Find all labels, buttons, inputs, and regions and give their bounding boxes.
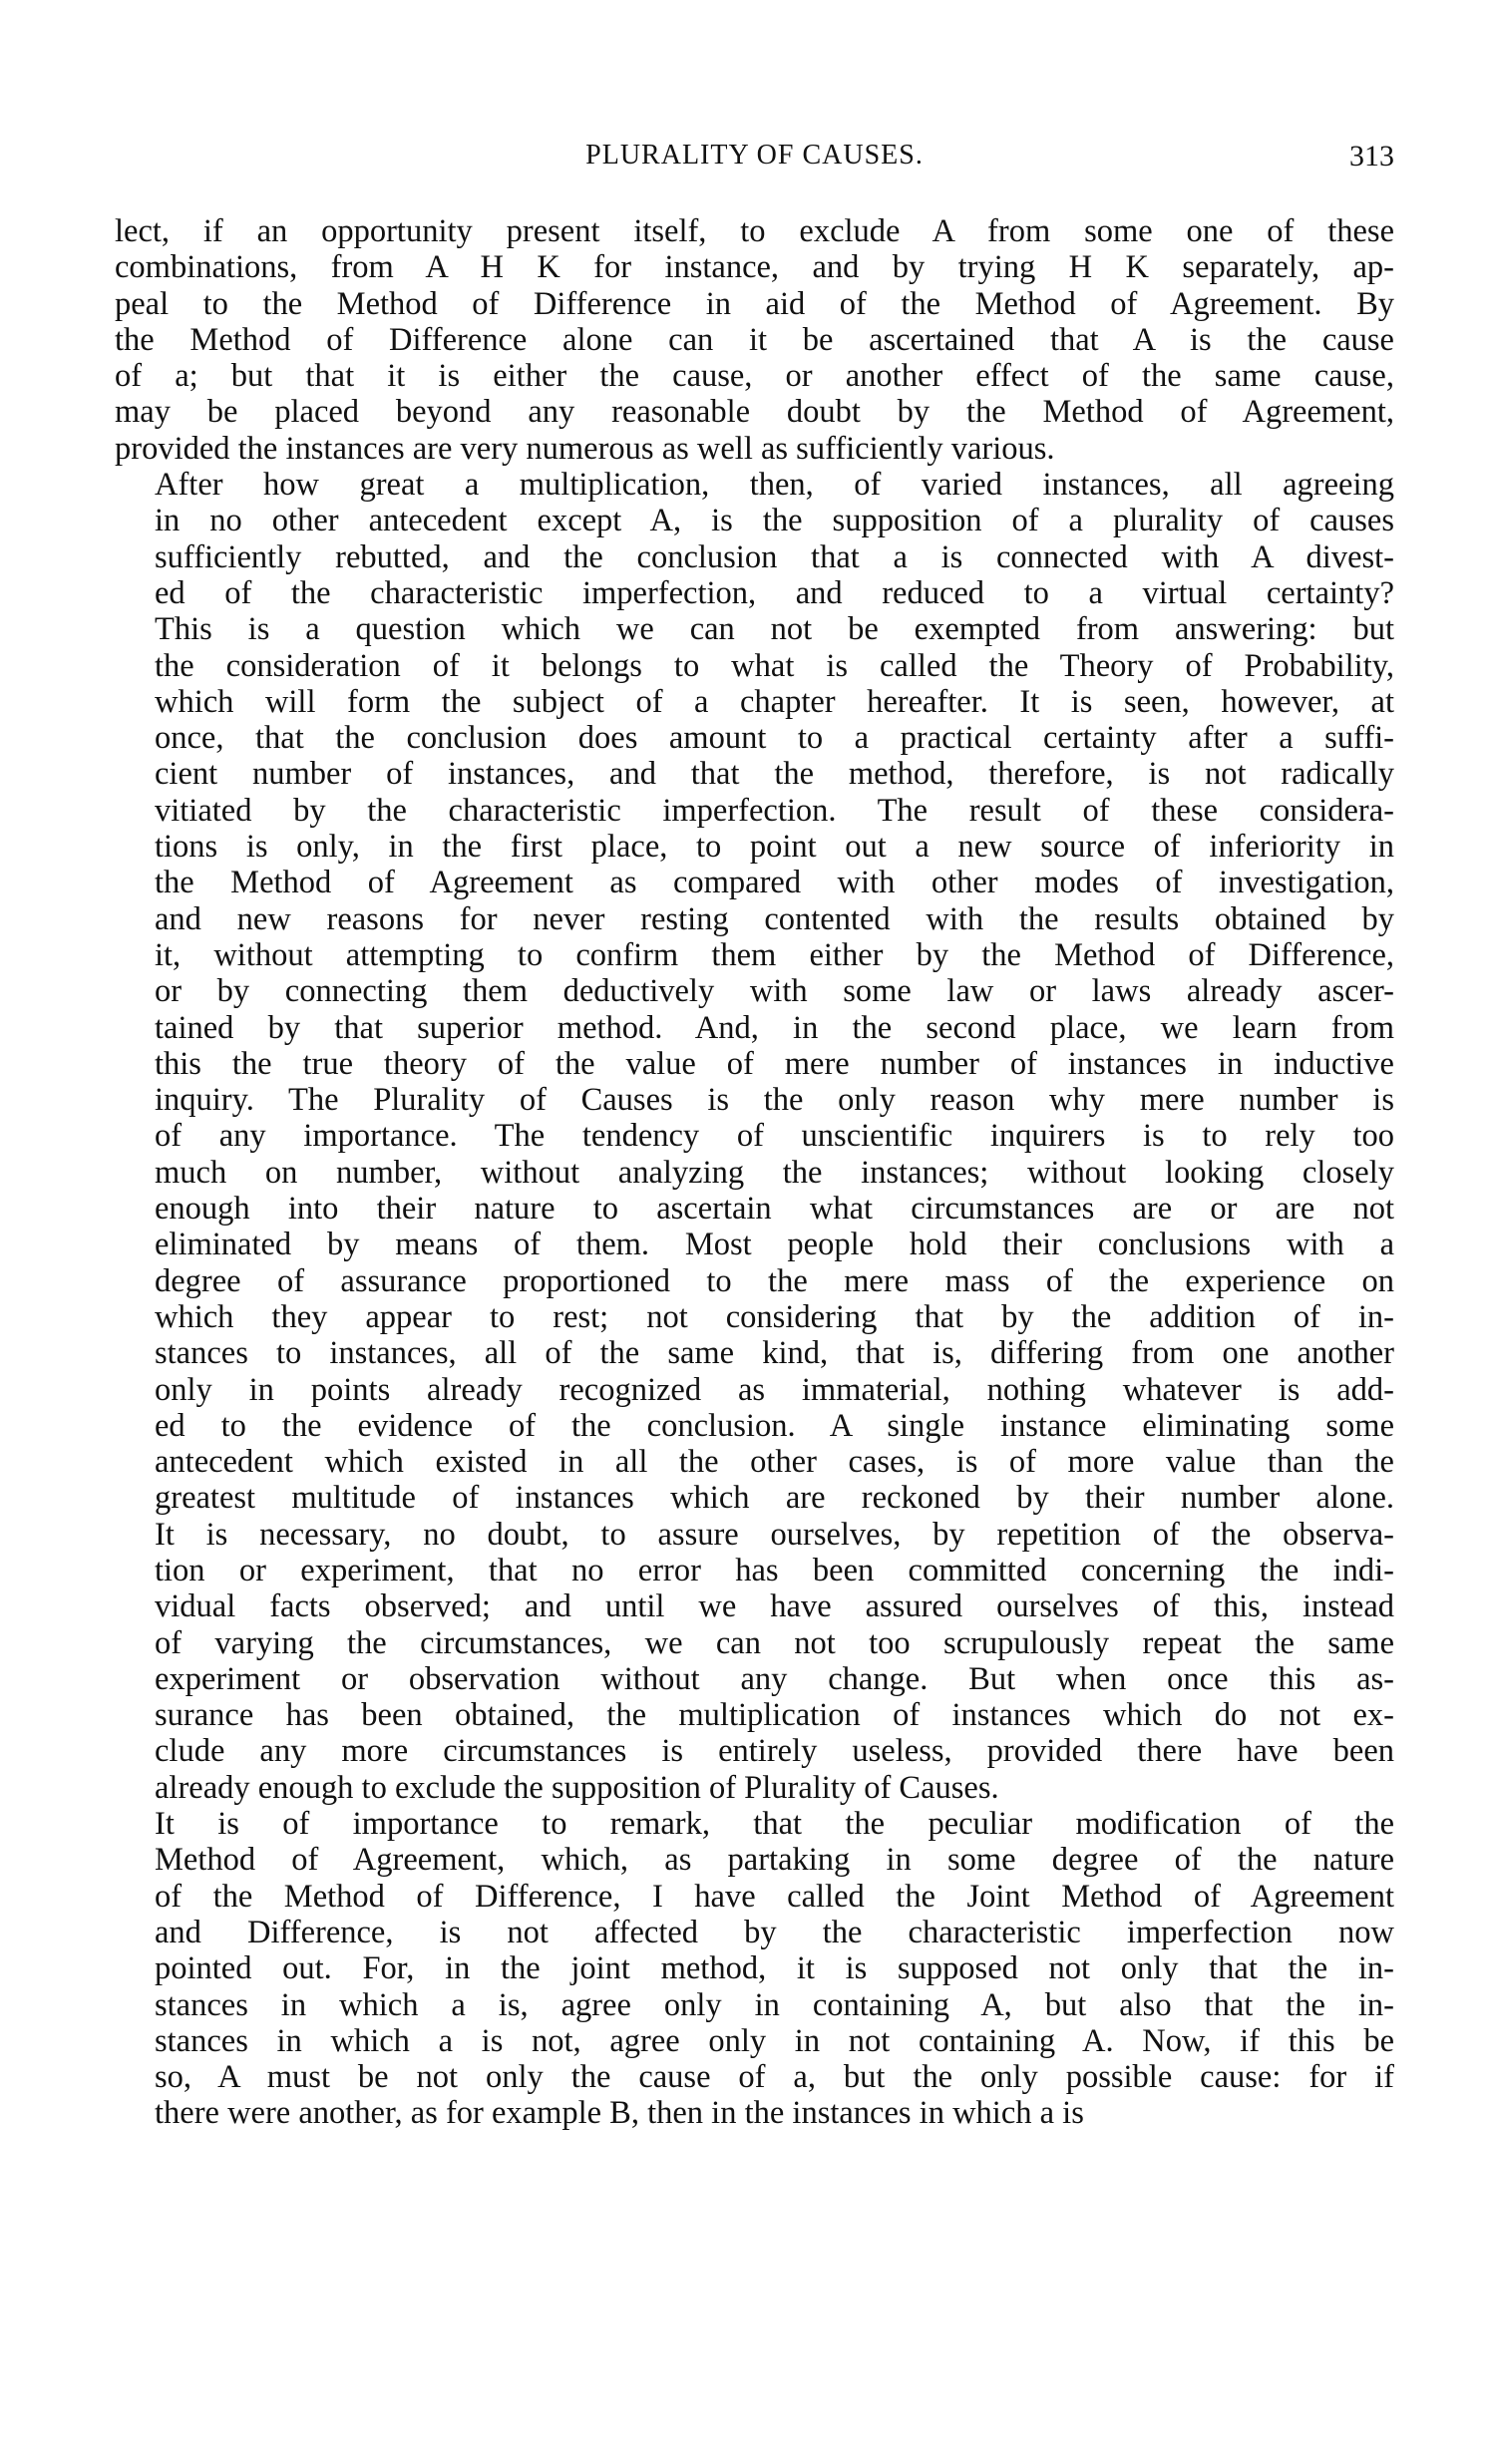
text-line: After how great a multiplication, then, of varied instances, all agreeing: [155, 467, 1394, 504]
text-line: cient number of instances, and that the method, therefore, is not radically: [155, 756, 1394, 793]
text-line: vidual facts observed; and until we have assured ourselves of this, instead: [155, 1588, 1394, 1625]
text-line: Method of Agreement, which, as partaking in some degree of the nature: [155, 1842, 1394, 1879]
text-line: ed of the characteristic imperfection, and reduced to a virtual certainty?: [155, 574, 1394, 611]
text-line: of varying the circumstances, we can not too scrupulously repeat the same: [155, 1624, 1394, 1661]
text-line: greatest multitude of instances which are reckoned by their number alone.: [155, 1480, 1394, 1517]
text-line: much on number, without analyzing the instances; without looking closely: [155, 1154, 1394, 1191]
text-line: stances in which a is not, agree only in not containing A. Now, if this be: [155, 2022, 1394, 2059]
text-line: so, A must be not only the cause of a, but the only possible cause: for if: [155, 2059, 1394, 2096]
text-line: tions is only, in the first place, to point out a new source of inferiority in: [155, 829, 1394, 866]
text-line: of a; but that it is either the cause, or another effect of the same cause,: [115, 358, 1394, 395]
text-line: It is of importance to remark, that the peculiar modification of the: [155, 1806, 1394, 1843]
text-line: of the Method of Difference, I have called the Joint Method of Agreement: [155, 1878, 1394, 1915]
text-line: and new reasons for never resting contented with the results obtained by: [155, 900, 1394, 937]
text-line: there were another, as for example B, then in the instances in which a is: [155, 2095, 1084, 2132]
text-line: clude any more circumstances is entirely useless, provided there have been: [155, 1733, 1394, 1770]
text-line: inquiry. The Plurality of Causes is the only reason why mere number is: [155, 1082, 1394, 1119]
text-line: already enough to exclude the supposition of Plurality of Causes.: [155, 1769, 999, 1806]
text-line: pointed out. For, in the joint method, it is supposed not only that the in-: [155, 1950, 1394, 1987]
text-line: the Method of Agreement as compared with other modes of investigation,: [155, 865, 1394, 901]
paragraph: [115, 213, 1394, 467]
text-line: stances in which a is, agree only in containing A, but also that the in-: [155, 1986, 1394, 2023]
text-line: antecedent which existed in all the other cases, is of more value than the: [155, 1444, 1394, 1481]
text-line: once, that the conclusion does amount to a practical certainty after a suffi-: [155, 720, 1394, 757]
text-line: lect, if an opportunity present itself, to exclude A from some one of these: [115, 213, 1394, 249]
text-line: this the true theory of the value of mere number of instances in inductive: [155, 1045, 1394, 1082]
page-body: [115, 213, 1394, 2132]
text-line: peal to the Method of Difference in aid of the Method of Agreement. By: [115, 285, 1394, 322]
text-line: the Method of Difference alone can it be ascertained that A is the cause: [115, 321, 1394, 358]
text-line: surance has been obtained, the multiplication of instances which do not ex-: [155, 1697, 1394, 1734]
text-line: enough into their nature to ascertain what circumstances are or are not: [155, 1191, 1394, 1228]
paragraph: [115, 467, 1394, 1806]
paragraph: [115, 1806, 1394, 2132]
page-number: 313: [1349, 140, 1394, 173]
text-line: in no other antecedent except A, is the supposition of a plurality of causes: [155, 503, 1394, 539]
text-line: of any importance. The tendency of unscientific inquirers is to rely too: [155, 1118, 1394, 1155]
text-line: degree of assurance proportioned to the mere mass of the experience on: [155, 1262, 1394, 1299]
running-title: PLURALITY OF CAUSES.: [585, 140, 924, 171]
text-line: and Difference, is not affected by the characteristic imperfection now: [155, 1914, 1394, 1950]
text-line: ed to the evidence of the conclusion. A single instance eliminating some: [155, 1407, 1394, 1444]
text-line: the consideration of it belongs to what is called the Theory of Probability,: [155, 647, 1394, 684]
text-line: which they appear to rest; not considering that by the addition of in-: [155, 1298, 1394, 1335]
text-line: combinations, from A H K for instance, and by trying H K separately, ap-: [115, 249, 1394, 286]
text-line: provided the instances are very numerous as well as sufficiently various.: [115, 430, 1055, 467]
text-line: experiment or observation without any change. But when once this as-: [155, 1660, 1394, 1697]
text-line: or by connecting them deductively with some law or laws already ascer-: [155, 973, 1394, 1010]
text-line: stances to instances, all of the same kind, that is, differing from one another: [155, 1335, 1394, 1372]
text-line: only in points already recognized as immaterial, nothing whatever is add-: [155, 1371, 1394, 1408]
text-line: vitiated by the characteristic imperfection. The result of these considera-: [155, 792, 1394, 829]
text-line: it, without attempting to confirm them either by the Method of Difference,: [155, 936, 1394, 973]
page-header: [115, 140, 1394, 179]
text-line: which will form the subject of a chapter hereafter. It is seen, however, at: [155, 683, 1394, 720]
text-line: tained by that superior method. And, in the second place, we learn from: [155, 1009, 1394, 1046]
text-line: may be placed beyond any reasonable doubt by the Method of Agreement,: [115, 394, 1394, 431]
text-line: tion or experiment, that no error has been committed concerning the indi-: [155, 1552, 1394, 1588]
text-line: eliminated by means of them. Most people hold their conclusions with a: [155, 1227, 1394, 1263]
text-line: It is necessary, no doubt, to assure ourselves, by repetition of the observa-: [155, 1516, 1394, 1553]
text-line: This is a question which we can not be exempted from answering: but: [155, 611, 1394, 648]
text-line: sufficiently rebutted, and the conclusion that a is connected with A divest-: [155, 538, 1394, 575]
